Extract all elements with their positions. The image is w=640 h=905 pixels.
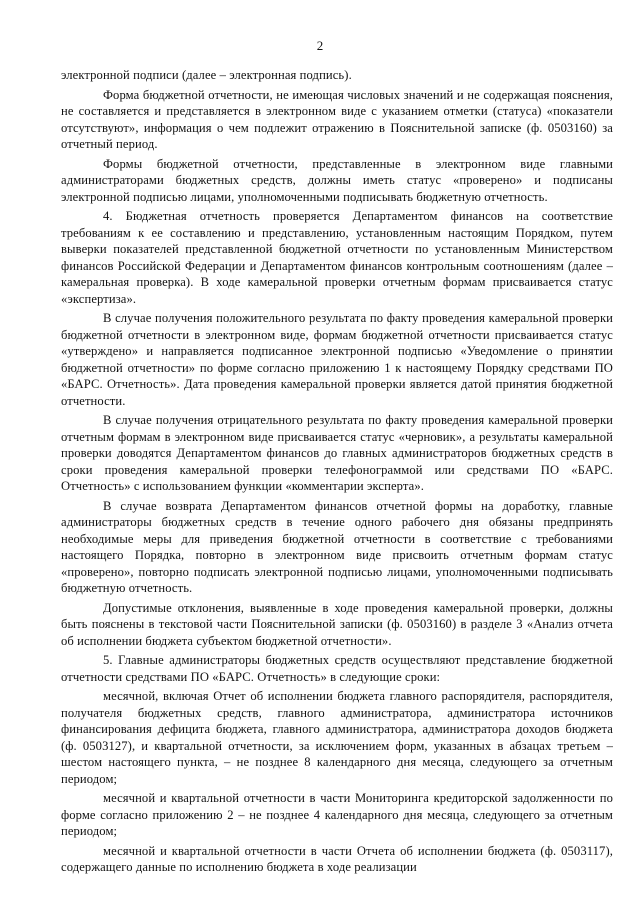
document-body: [61, 67, 613, 879]
paragraph-5: В случае получения положительного результата по факту проведения камеральной проверки бюджетной отчетности в электронном виде, формам бюджетной отчетности присваивается статус «утверждено» и направляется подписанное электронной подписью «Уведомление о принятии бюджетной отчетности» по форме согласно приложению 1 к настоящему Порядку средствами ПО «БАРС. Отчетность». Дата проведения камеральной проверки является датой принятия бюджетной отчетности.: [61, 311, 613, 408]
paragraph-8: Допустимые отклонения, выявленные в ходе проведения камеральной проверки, должны быть пояснены в текстовой части Пояснительной записки (ф. 0503160) в разделе 3 «Анализ отчета об исполнении бюджета субъектом бюджетной отчетности».: [61, 600, 613, 648]
paragraph-10: месячной, включая Отчет об исполнении бюджета главного распорядителя, распорядителя, получателя бюджетных средств, главного администратора, администратора источников финансирования дефицита бюджета, главного администратора, администратора доходов бюджета (ф. 0503127), и квартальной отчетности, за исключением форм, указанных в абзацах третьем – шестом настоящего пункта, – не позднее 8 календарного дня месяца, следующего за отчетным периодом;: [61, 689, 613, 786]
paragraph-3: Формы бюджетной отчетности, представленные в электронном виде главными администраторами бюджетных средств, должны иметь статус «проверено» и подписаны электронной подписью лицами, уполномоченными подписывать бюджетную отчетность.: [61, 156, 613, 204]
paragraph-6: В случае получения отрицательного результата по факту проведения камеральной проверки отчетным формам в электронном виде присваивается статус «черновик», а результаты камеральной проверки доводятся Департаментом финансов до главных администраторов бюджетных средств в сроки проведения камеральной проверки телефонограммой или средствами ПО «БАРС. Отчетность» с использованием функции «комментарии эксперта».: [61, 413, 613, 493]
paragraph-9: 5. Главные администраторы бюджетных средств осуществляют представление бюджетной отчетности средствами ПО «БАРС. Отчетность» в следующие сроки:: [61, 653, 613, 684]
paragraph-4: 4. Бюджетная отчетность проверяется Департаментом финансов на соответствие требованиям к ее составлению и представлению, установленным настоящим Порядком, путем выверки показателей представленной бюджетной отчетности по установленным Министерством финансов Российской Федерации и Департаментом финансов контрольным соотношениям (далее – камеральная проверка). В ходе камеральной проверки отчетным формам присваивается статус «экспертиза».: [61, 209, 613, 306]
paragraph-2: Форма бюджетной отчетности, не имеющая числовых значений и не содержащая пояснения, не составляется и представляется в электронном виде с указанием отметки (статуса) «показатели отсутствуют», информация о чем подлежит отражению в Пояснительной записке (ф. 0503160) за отчетный период.: [61, 87, 613, 151]
paragraph-1: электронной подписи (далее – электронная подпись).: [61, 68, 352, 82]
paragraph-12: месячной и квартальной отчетности в части Отчета об исполнении бюджета (ф. 0503117), содержащего данные по исполнению бюджета в ходе реализации: [61, 843, 613, 874]
page-number: 2: [316, 38, 324, 53]
paragraph-11: месячной и квартальной отчетности в части Мониторинга кредиторской задолженности по форме согласно приложению 2 – не позднее 4 календарного дня месяца, следующего за отчетным периодом;: [61, 791, 613, 838]
paragraph-7: В случае возврата Департаментом финансов отчетной формы на доработку, главные администраторы бюджетных средств в течение одного рабочего дня обязаны предпринять необходимые меры для приведения бюджетной отчетности в соответствие с требованиями настоящего Порядка, повторно в электронном виде присвоить отчетным формам статус «проверено», повторно подписать электронной подписью лицами, уполномоченными подписывать бюджетную отчетность.: [61, 498, 613, 595]
